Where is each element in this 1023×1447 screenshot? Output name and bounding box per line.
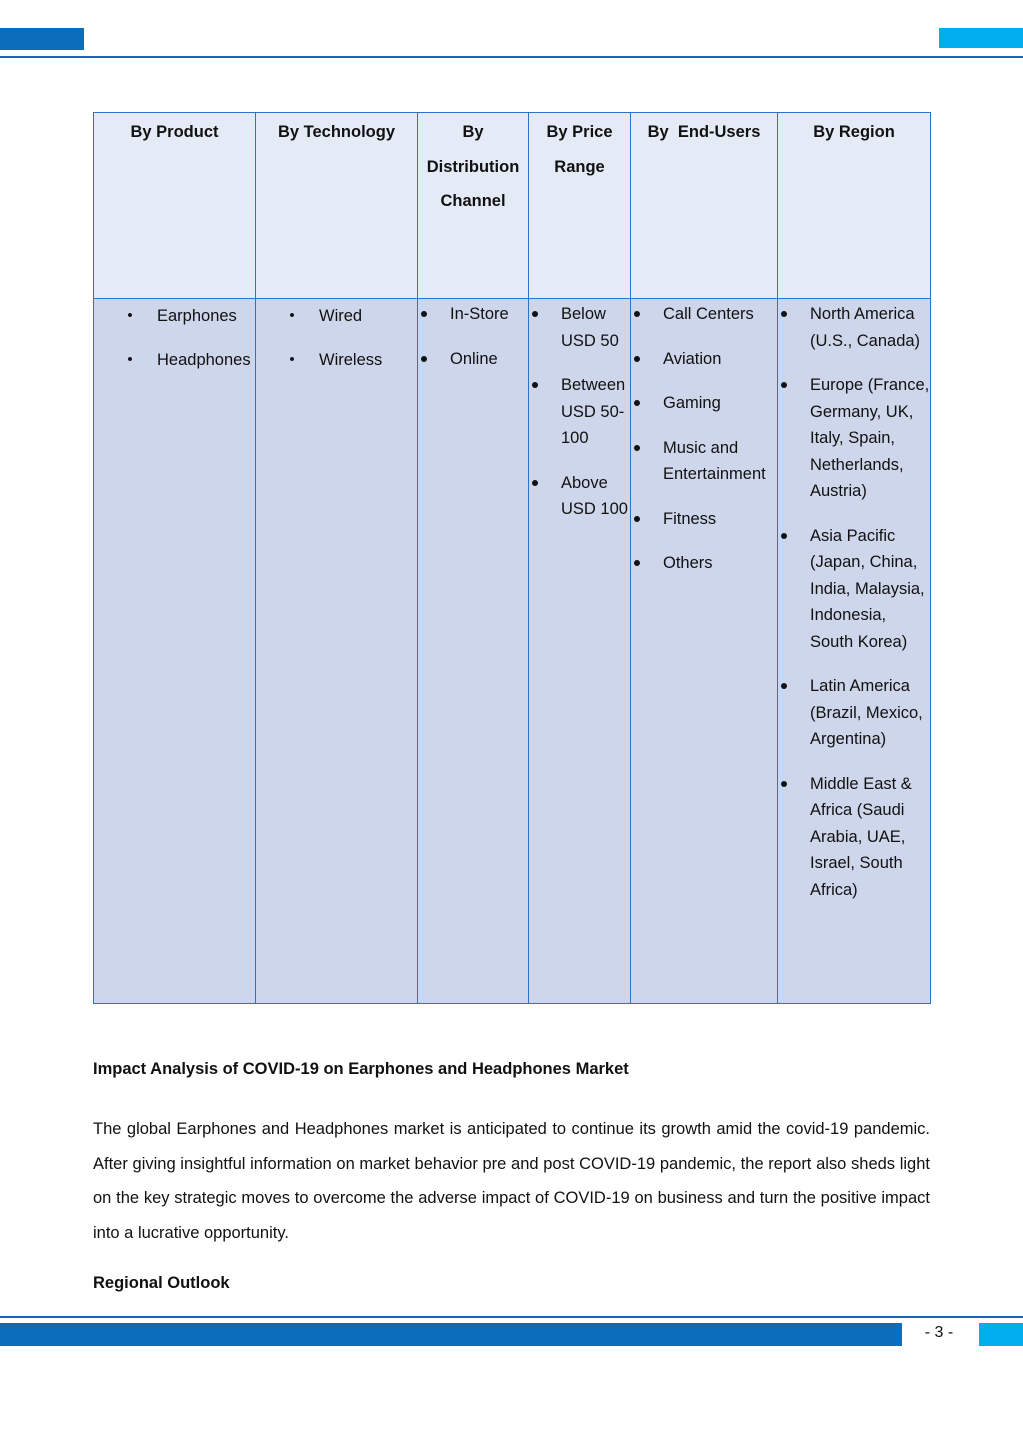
list-item: Latin America (Brazil, Mexico, Argentina) [778,673,930,753]
footer-rule [0,1316,1023,1318]
price-cell [529,299,631,1004]
list-item: Asia Pacific (Japan, China, India, Malaysia, Indonesia, South Korea) [778,523,930,656]
header-by-end-users: By End-Users [631,113,778,299]
list-item: • Earphones [94,303,255,330]
list-item: • Headphones [94,347,255,374]
list-item: Europe (France, Germany, UK, Italy, Spain, Netherlands, Austria) [778,372,930,505]
header-by-distribution-channel: By Distribution Channel [418,113,529,299]
list-item: Music and Entertainment [631,435,777,488]
header-by-product: By Product [94,113,256,299]
footer-bar [0,1323,902,1346]
list-item: Gaming [631,390,777,417]
header-by-price-range: By Price Range [529,113,631,299]
list-item: North America (U.S., Canada) [778,301,930,354]
header-by-region: By Region [778,113,931,299]
segmentation-table [93,112,931,1004]
list-item: Below USD 50 [529,301,630,354]
list-item: Between USD 50-100 [529,372,630,452]
table-row [94,299,931,1004]
region-cell [778,299,931,1004]
list-item: Online [418,346,528,373]
list-item: Above USD 100 [529,470,630,523]
end-users-cell [631,299,778,1004]
covid-section-title: Impact Analysis of COVID-19 on Earphones and Headphones Market [93,1060,629,1078]
list-item: Middle East & Africa (Saudi Arabia, UAE, Israel, South Africa) [778,771,930,904]
header-accent-right [939,28,1023,48]
list-item: Fitness [631,506,777,533]
technology-cell [256,299,418,1004]
page-number: - 3 - [924,1324,954,1341]
list-item: In-Store [418,301,528,328]
table-header-row [94,113,931,299]
list-item: Others [631,550,777,577]
list-item: • Wireless [256,347,417,374]
distribution-cell [418,299,529,1004]
covid-paragraph: The global Earphones and Headphones market is anticipated to continue its growth amid the covid-19 pandemic. After giving insightful information on market behavior pre and post COVID-19 pandemic, the report also sheds light on the key strategic moves to overcome the adverse impact of COVID-19 on business and turn the positive impact into a lucrative opportunity. [93,1120,930,1242]
list-item: Call Centers [631,301,777,328]
regional-outlook-title: Regional Outlook [93,1274,230,1292]
list-item: • Wired [256,303,417,330]
header-accent-left [0,28,84,50]
product-cell [94,299,256,1004]
list-item: Aviation [631,346,777,373]
header-by-technology: By Technology [256,113,418,299]
footer-accent-right [979,1323,1023,1346]
header-rule [0,56,1023,58]
